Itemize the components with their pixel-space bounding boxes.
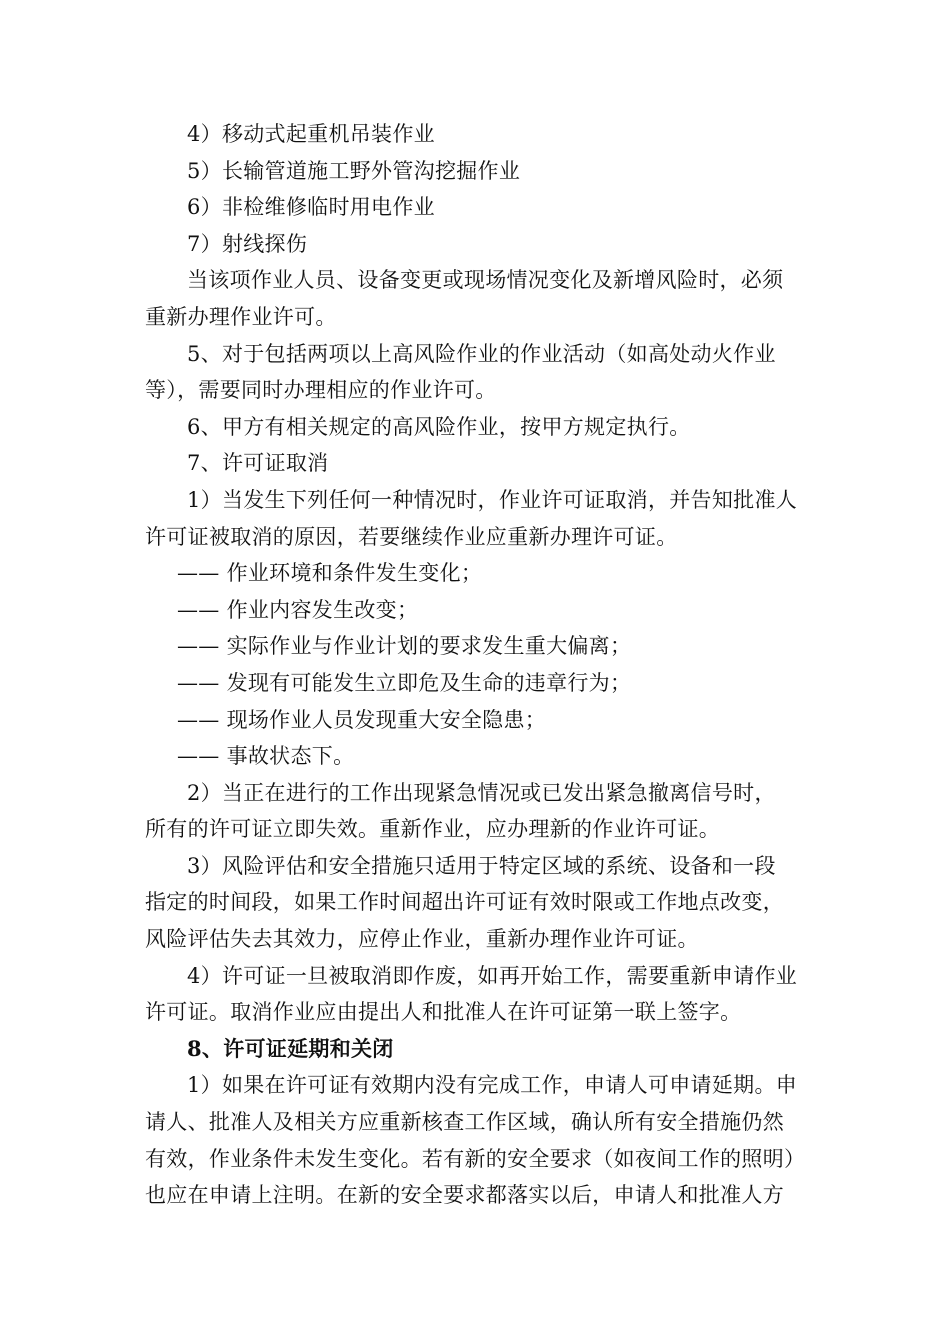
dash-list-item: —— 作业内容发生改变； [177,597,419,622]
paragraph-line: 许可证。取消作业应由提出人和批准人在许可证第一联上签字。 [145,1000,742,1025]
dash-list-item: —— 实际作业与作业计划的要求发生重大偏离； [177,634,632,659]
paragraph-line: 请人、批准人及相关方应重新核查工作区域，确认所有安全措施仍然 [145,1110,784,1135]
paragraph-line: 2）当正在进行的工作出现紧急情况或已发出紧急撤离信号时， [187,780,776,805]
paragraph-line: 风险评估失去其效力，应停止作业，重新办理作业许可证。 [145,927,699,952]
dash-list-item: —— 作业环境和条件发生变化； [177,561,483,586]
section-heading-8: 8、许可证延期和关闭 [187,1035,394,1061]
paragraph-line: 5、对于包括两项以上高风险作业的作业活动（如高处动火作业 [187,341,776,366]
list-item-5: 5）长输管道施工野外管沟挖掘作业 [187,158,521,183]
list-item-6: 6）非检维修临时用电作业 [187,195,435,220]
paragraph-line: 重新办理作业许可。 [145,304,337,329]
paragraph-line: 4）许可证一旦被取消即作废，如再开始工作，需要重新申请作业 [187,963,798,988]
paragraph-line: 许可证被取消的原因，若要继续作业应重新办理许可证。 [145,524,678,549]
dash-list-item: —— 发现有可能发生立即危及生命的违章行为； [177,670,632,695]
paragraph-line: 所有的许可证立即失效。重新作业，应办理新的作业许可证。 [145,817,721,842]
document-page [145,116,807,1214]
paragraph-line: 3）风险评估和安全措施只适用于特定区域的系统、设备和一段 [187,853,776,878]
paragraph-line: 1）当发生下列任何一种情况时，作业许可证取消，并告知批准人 [187,487,798,512]
dash-list-item: —— 事故状态下。 [177,744,355,769]
paragraph-line: 等），需要同时办理相应的作业许可。 [145,378,497,403]
paragraph-line: 当该项作业人员、设备变更或现场情况变化及新增风险时，必须 [187,268,784,293]
paragraph-line: 有效，作业条件未发生变化。若有新的安全要求（如夜间工作的照明） [145,1146,806,1171]
list-item-4: 4）移动式起重机吊装作业 [187,122,435,146]
list-item-7: 7）射线探伤 [187,231,308,256]
paragraph-line: 也应在申请上注明。在新的安全要求都落实以后，申请人和批准人方 [145,1183,784,1208]
paragraph-line: 指定的时间段，如果工作时间超出许可证有效时限或工作地点改变， [145,890,784,915]
section-heading-7: 7、许可证取消 [187,451,329,476]
paragraph-line: 1）如果在许可证有效期内没有完成工作，申请人可申请延期。申 [187,1073,798,1098]
dash-list-item: —— 现场作业人员发现重大安全隐患； [177,707,547,732]
paragraph-line: 6、甲方有相关规定的高风险作业，按甲方规定执行。 [187,414,691,439]
